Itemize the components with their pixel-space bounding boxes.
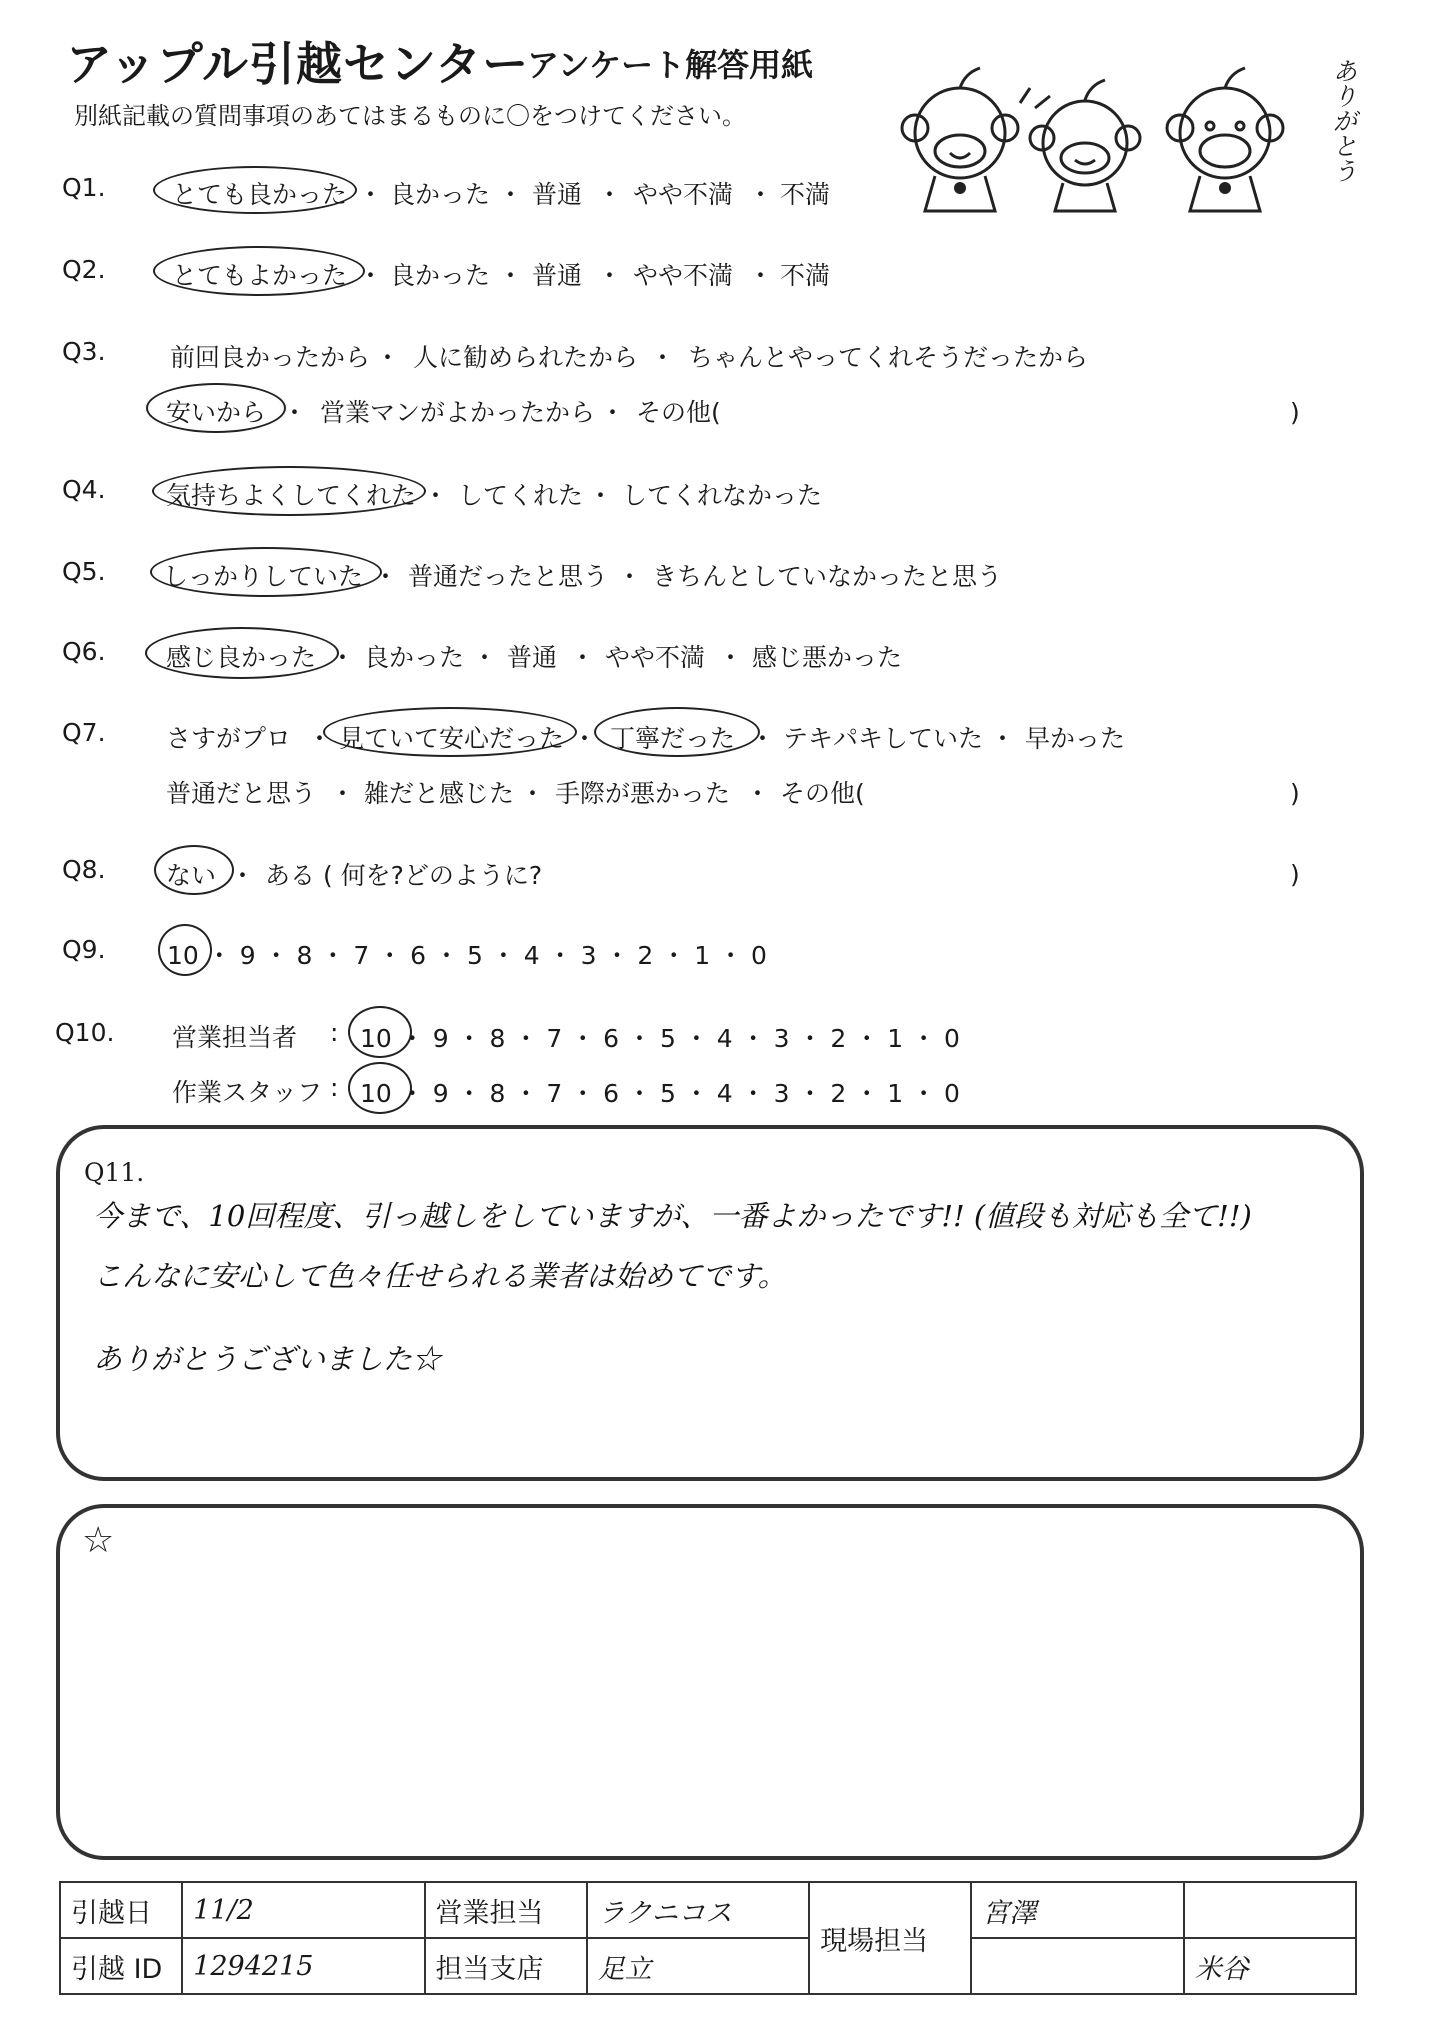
q10-staff-score-5[interactable]: 5 [659, 1079, 676, 1108]
site-rep-empty-2 [971, 1938, 1183, 1994]
q1-option-1[interactable]: とても良かった [172, 180, 348, 209]
q10-sales-score-1[interactable]: 1 [887, 1024, 904, 1053]
move-date-label: 引越日 [60, 1882, 182, 1938]
q10-staff-score-6[interactable]: 6 [603, 1079, 620, 1108]
q4-option-3[interactable]: してくれなかった [622, 481, 823, 510]
q2-separator: ・ [498, 261, 524, 290]
q9-sep: ・ [596, 941, 638, 970]
q5-separator: ・ [373, 562, 399, 591]
q10-sales-colon: : [330, 1018, 339, 1047]
q7-label: Q7. [62, 718, 106, 747]
q1-separator: ・ [498, 180, 524, 209]
q2-separator: ・ [358, 261, 384, 290]
q7-close-paren: ) [1290, 779, 1300, 808]
q4-separator: ・ [588, 481, 614, 510]
q8-separator: ・ [230, 861, 256, 890]
q10-staff-score-10[interactable]: 10 [360, 1079, 392, 1108]
q10-staff-score-9[interactable]: 9 [432, 1079, 449, 1108]
q5-option-2[interactable]: 普通だったと思う [408, 562, 609, 591]
q7-separator: ・ [572, 724, 598, 753]
q9-sep: ・ [312, 941, 354, 970]
q11-label: Q11. [84, 1158, 145, 1187]
q10-staff-score-1[interactable]: 1 [887, 1079, 904, 1108]
q10-sep: ・ [562, 1079, 604, 1108]
q7-separator: ・ [307, 724, 333, 753]
q3-option-2[interactable]: 人に勧められたから [413, 343, 639, 372]
move-date-value: 11/2 [182, 1882, 424, 1938]
q4-separator: ・ [423, 481, 449, 510]
q9-score-6[interactable]: 6 [410, 941, 427, 970]
q10-sep: ・ [675, 1024, 717, 1053]
q10-sep: ・ [903, 1024, 945, 1053]
footer-info-table [59, 1881, 1357, 1995]
q10-sales-score-2[interactable]: 2 [830, 1024, 847, 1053]
q2-label: Q2. [62, 255, 106, 284]
site-rep-value-2: 米谷 [1184, 1938, 1356, 1994]
q10-sales-score-0[interactable]: 0 [944, 1024, 960, 1053]
q7-option-7[interactable]: 雑だと感じた [364, 779, 515, 808]
q4-option-1[interactable]: 気持ちよくしてくれた [166, 481, 417, 510]
site-rep-label: 現場担当 [809, 1882, 971, 1994]
q10-sep: ・ [789, 1079, 831, 1108]
q10-sep: ・ [391, 1079, 433, 1108]
q7-separator: ・ [745, 779, 771, 808]
q9-score-4[interactable]: 4 [523, 941, 540, 970]
branch-label: 担当支店 [425, 1938, 587, 1994]
q10-sales-scale [360, 1019, 960, 1055]
q1-option-5[interactable]: 不満 [780, 180, 831, 209]
branch-value: 足立 [587, 1938, 809, 1994]
q4-label: Q4. [62, 475, 106, 504]
q7-option-3[interactable]: 丁寧だった [610, 724, 736, 753]
q7-option-6[interactable]: 普通だと思う [166, 779, 317, 808]
sales-rep-value: ラクニコス [587, 1882, 809, 1938]
q10-sep: ・ [732, 1079, 774, 1108]
q1-separator: ・ [358, 180, 384, 209]
q10-staff-score-4[interactable]: 4 [716, 1079, 733, 1108]
q3-label: Q3. [62, 337, 106, 366]
q10-staff-score-8[interactable]: 8 [489, 1079, 506, 1108]
q9-sep: ・ [710, 941, 752, 970]
q6-option-1[interactable]: 感じ良かった [166, 643, 317, 672]
q2-option-5[interactable]: 不満 [780, 261, 831, 290]
q9-score-3[interactable]: 3 [580, 941, 597, 970]
q7-option-1[interactable]: さすがプロ [166, 724, 292, 753]
q6-option-3[interactable]: 普通 [507, 643, 558, 672]
q5-label: Q5. [62, 557, 106, 586]
q6-label: Q6. [62, 637, 106, 666]
q3-separator: ・ [375, 343, 401, 372]
q8-close-paren: ) [1290, 860, 1300, 889]
q10-sales-score-3[interactable]: 3 [773, 1024, 790, 1053]
move-id-value: 1294215 [182, 1938, 424, 1994]
q10-sep: ・ [448, 1024, 490, 1053]
q11-comment-line-3: ありがとうございました☆ [93, 1342, 442, 1376]
q9-score-2[interactable]: 2 [637, 941, 654, 970]
q10-sep: ・ [789, 1024, 831, 1053]
q4-option-2[interactable]: してくれた [458, 481, 584, 510]
q10-sep: ・ [619, 1024, 660, 1053]
q2-option-4[interactable]: やや不満 [633, 261, 734, 290]
q7-option-8[interactable]: 手際が悪かった [555, 779, 731, 808]
q11-comment-line-2: こんなに安心して色々任せられる業者は始めてです。 [93, 1259, 787, 1293]
q10-sep: ・ [846, 1024, 888, 1053]
q10-sep: ・ [732, 1024, 774, 1053]
q8-option-2[interactable]: ある ( 何を?どのように? [265, 861, 543, 890]
q1-option-4[interactable]: やや不満 [633, 180, 734, 209]
q9-score-5[interactable]: 5 [466, 941, 483, 970]
q9-sep: ・ [198, 941, 240, 970]
q1-option-3[interactable]: 普通 [532, 180, 583, 209]
q9-label: Q9. [62, 935, 106, 964]
q10-sep: ・ [505, 1079, 547, 1108]
q9-score-9[interactable]: 9 [239, 941, 256, 970]
q6-option-2[interactable]: 良かった [364, 643, 465, 672]
q6-separator: ・ [570, 643, 596, 672]
q10-sales-score-8[interactable]: 8 [489, 1024, 506, 1053]
q3-option-3[interactable]: ちゃんとやってくれそうだったから [688, 343, 1089, 372]
q6-separator: ・ [472, 643, 498, 672]
q10-sales-score-9[interactable]: 9 [432, 1024, 449, 1053]
mascot-thanks-text: ありがとう [1329, 58, 1358, 183]
sales-rep-label: 営業担当 [425, 1882, 587, 1938]
q3-separator: ・ [600, 398, 626, 427]
q3-option-1[interactable]: 前回良かったから [170, 343, 371, 372]
q7-separator: ・ [330, 779, 356, 808]
q7-option-5[interactable]: 早かった [1025, 724, 1126, 753]
q6-separator: ・ [718, 643, 744, 672]
q10-sales-score-6[interactable]: 6 [603, 1024, 620, 1053]
q10-sales-score-10[interactable]: 10 [360, 1024, 392, 1053]
q3-option-6[interactable]: その他( [636, 398, 721, 427]
q7-separator: ・ [990, 724, 1016, 753]
q3-separator: ・ [282, 398, 308, 427]
form-title: アンケート解答用紙 [527, 46, 814, 84]
q3-separator: ・ [650, 343, 676, 372]
q10-staff-scale [360, 1074, 960, 1110]
q6-option-5[interactable]: 感じ悪かった [752, 643, 903, 672]
q10-sales-score-5[interactable]: 5 [659, 1024, 676, 1053]
q10-sep: ・ [903, 1079, 945, 1108]
q10-staff-score-0[interactable]: 0 [944, 1079, 960, 1108]
company-name: アップル引越センター [66, 37, 530, 91]
q9-sep: ・ [539, 941, 581, 970]
q10-sales-score-7[interactable]: 7 [546, 1024, 563, 1053]
star-icon: ☆ [82, 1520, 115, 1561]
q2-separator: ・ [597, 261, 623, 290]
instruction-text: 別紙記載の質問事項のあてはまるものに〇をつけてください。 [74, 102, 746, 130]
q1-separator: ・ [748, 180, 774, 209]
q2-option-2[interactable]: 良かった [390, 261, 491, 290]
q1-option-2[interactable]: 良かった [390, 180, 491, 209]
q3-option-4[interactable]: 安いから [166, 398, 267, 427]
q9-sep: ・ [255, 941, 297, 970]
q9-score-10[interactable]: 10 [167, 941, 199, 970]
q6-separator: ・ [330, 643, 356, 672]
q10-sep: ・ [391, 1024, 433, 1053]
q3-close-paren: ) [1290, 398, 1300, 427]
q9-score-8[interactable]: 8 [296, 941, 313, 970]
q10-sep: ・ [505, 1024, 547, 1053]
q7-option-4[interactable]: テキパキしていた [783, 724, 984, 753]
q10-staff-label: 作業スタッフ [172, 1078, 323, 1107]
q7-separator: ・ [750, 724, 776, 753]
q7-separator: ・ [520, 779, 546, 808]
q2-separator: ・ [748, 261, 774, 290]
q9-sep: ・ [426, 941, 467, 970]
q1-label: Q1. [62, 173, 106, 202]
staff-comment-box[interactable] [56, 1504, 1364, 1860]
q5-option-3[interactable]: きちんとしていなかったと思う [652, 562, 1003, 591]
q9-score-7[interactable]: 7 [353, 941, 370, 970]
q9-scale [167, 936, 767, 972]
q5-option-1[interactable]: しっかりしていた [163, 562, 364, 591]
q10-staff-score-2[interactable]: 2 [830, 1079, 847, 1108]
q7-option-2[interactable]: 見ていて安心だった [339, 724, 565, 753]
q1-separator: ・ [597, 180, 623, 209]
q10-staff-colon: : [330, 1073, 339, 1102]
q10-sep: ・ [562, 1024, 604, 1053]
q10-staff-score-7[interactable]: 7 [546, 1079, 563, 1108]
q9-score-1[interactable]: 1 [694, 941, 711, 970]
q10-sep: ・ [448, 1079, 490, 1108]
q9-sep: ・ [653, 941, 695, 970]
q11-comment-box[interactable] [56, 1125, 1364, 1481]
mascot-illustration [895, 48, 1325, 218]
q10-sep: ・ [846, 1079, 888, 1108]
q10-label: Q10. [55, 1018, 115, 1047]
q9-score-0[interactable]: 0 [751, 941, 767, 970]
q2-option-1[interactable]: とてもよかった [172, 261, 348, 290]
move-id-label: 引越 ID [60, 1938, 182, 1994]
site-rep-empty-1 [1184, 1882, 1356, 1938]
q7-option-9[interactable]: その他( [780, 779, 865, 808]
q8-option-1[interactable]: ない [166, 861, 217, 890]
q2-option-3[interactable]: 普通 [532, 261, 583, 290]
site-rep-value-1: 宮澤 [971, 1882, 1183, 1938]
q9-sep: ・ [482, 941, 524, 970]
q9-sep: ・ [369, 941, 411, 970]
q10-sales-score-4[interactable]: 4 [716, 1024, 733, 1053]
q10-sep: ・ [675, 1079, 717, 1108]
q11-comment-line-1: 今まで、10回程度、引っ越しをしていますが、一番よかったです!! (値段も対応も全て!!) [93, 1199, 1252, 1233]
q10-sep: ・ [619, 1079, 660, 1108]
q6-option-4[interactable]: やや不満 [605, 643, 706, 672]
q10-staff-score-3[interactable]: 3 [773, 1079, 790, 1108]
q3-option-5[interactable]: 営業マンがよかったから [320, 398, 596, 427]
q10-sales-label: 営業担当者 [172, 1023, 298, 1052]
q5-separator: ・ [617, 562, 643, 591]
q8-label: Q8. [62, 855, 106, 884]
